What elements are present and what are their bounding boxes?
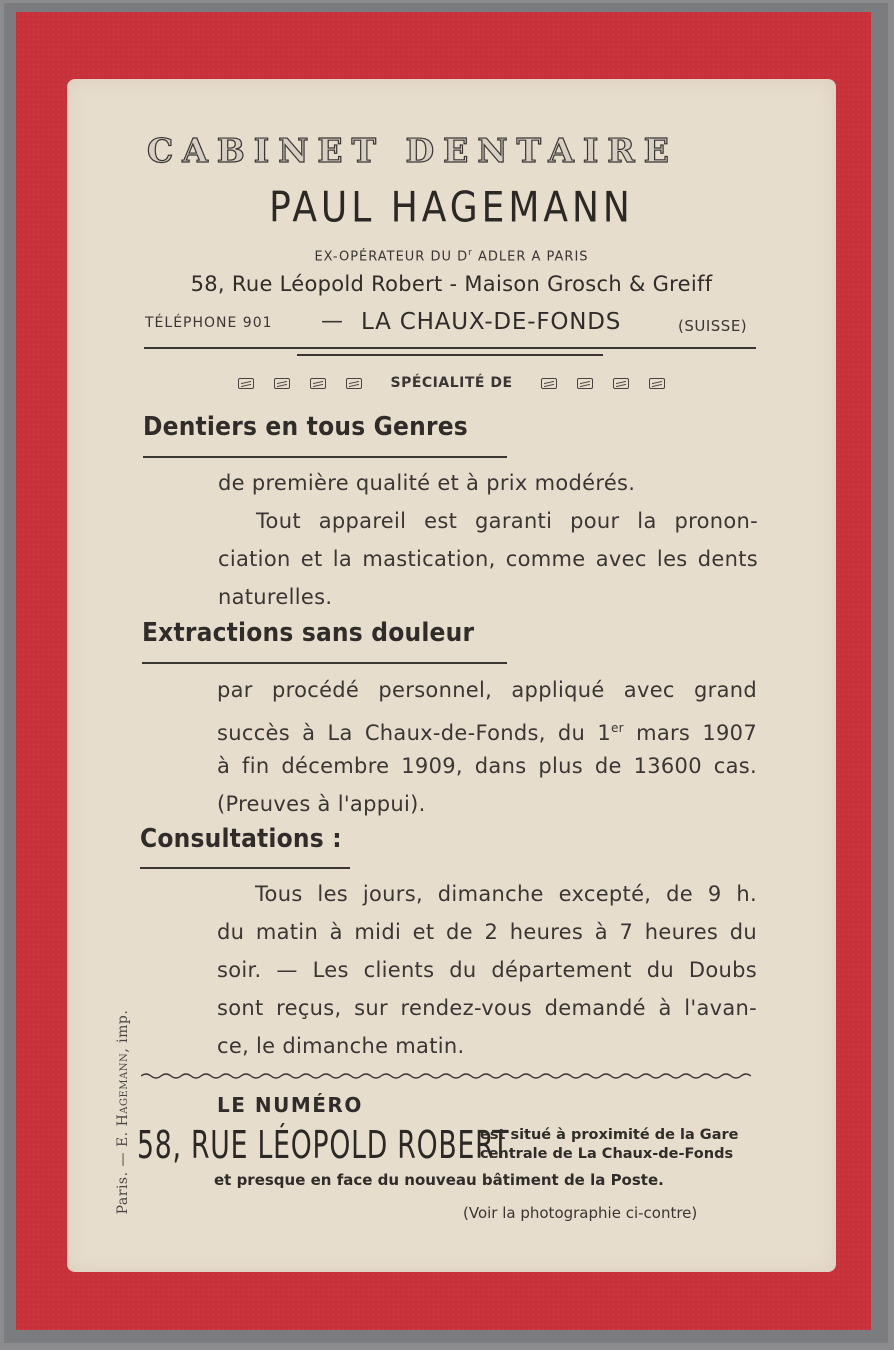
printer-name: Hagemann bbox=[115, 1052, 131, 1127]
section-body-extractions bbox=[217, 671, 757, 823]
ex-operateur-prefix: EX-OPÉRATEUR DU D bbox=[314, 249, 469, 265]
header-rule-top bbox=[144, 347, 756, 349]
printer-suffix: , imp. bbox=[115, 1009, 131, 1053]
address-line: 58, Rue Léopold Robert - Maison Grosch & Greiff bbox=[190, 272, 713, 296]
country: (SUISSE) bbox=[678, 317, 748, 335]
body-line: de première qualité et à prix modérés. bbox=[218, 471, 636, 495]
body-line: à fin décembre 1909, dans plus de 13600 cas. bbox=[217, 754, 757, 778]
ornament-group-right bbox=[531, 375, 675, 391]
fret-square-icon bbox=[238, 378, 254, 389]
fret-square-icon bbox=[613, 378, 629, 389]
fret-square-icon bbox=[649, 378, 665, 389]
telephone: TÉLÉPHONE 901 bbox=[145, 315, 273, 331]
specialite-label: SPÉCIALITÉ DE bbox=[390, 375, 513, 391]
ex-operateur-line bbox=[67, 248, 836, 264]
location-note-line1: est situé à proximité de la Gare bbox=[480, 1127, 739, 1143]
separator-dash: — bbox=[321, 309, 343, 334]
fret-square-icon bbox=[577, 378, 593, 389]
section-heading-consultations: Consultations : bbox=[140, 824, 342, 854]
le-numero-label: LE NUMÉRO bbox=[217, 1093, 363, 1117]
section-body-consultations bbox=[217, 875, 757, 1065]
body-line: soir. — Les clients du département du Doubs bbox=[217, 958, 757, 982]
dentist-name: PAUL HAGEMANN bbox=[269, 183, 634, 233]
printer-prefix: Paris. — E. bbox=[115, 1126, 131, 1215]
ex-operateur-suffix: ADLER A PARIS bbox=[472, 249, 589, 265]
specialite-line bbox=[67, 375, 836, 391]
body-line: succès à La Chaux-de-Fonds, du 1er mars 1907 bbox=[217, 721, 757, 745]
section-underline bbox=[143, 456, 507, 458]
ornament-group-left bbox=[228, 375, 372, 391]
section-underline bbox=[142, 662, 507, 664]
fret-square-icon bbox=[274, 378, 290, 389]
fret-square-icon bbox=[541, 378, 557, 389]
ex-operateur-sup: r bbox=[468, 248, 473, 258]
body-line: sont reçus, sur rendez-vous demandé à l'avan- bbox=[217, 996, 757, 1020]
location-note-line3: et presque en face du nouveau bâtiment de la Poste. bbox=[214, 1171, 664, 1189]
body-line: du matin à midi et de 2 heures à 7 heures du bbox=[217, 920, 757, 944]
fret-square-icon bbox=[310, 378, 326, 389]
section-underline bbox=[140, 867, 350, 869]
printer-credit bbox=[115, 982, 131, 1242]
photo-reference: (Voir la photographie ci-contre) bbox=[463, 1204, 698, 1222]
fret-square-icon bbox=[346, 378, 362, 389]
body-line: ce, le dimanche matin. bbox=[217, 1034, 465, 1058]
card-title: CABINET DENTAIRE bbox=[147, 131, 678, 170]
body-line: naturelles. bbox=[218, 585, 333, 609]
body-line: Tous les jours, dimanche excepté, de 9 h. bbox=[255, 882, 757, 906]
body-line: (Preuves à l'appui). bbox=[217, 792, 426, 816]
section-heading-dentiers: Dentiers en tous Genres bbox=[143, 412, 468, 442]
city: LA CHAUX-DE-FONDS bbox=[361, 309, 622, 335]
business-card bbox=[67, 79, 836, 1272]
body-line: par procédé personnel, appliqué avec grand bbox=[217, 678, 757, 702]
section-heading-extractions: Extractions sans douleur bbox=[142, 618, 475, 648]
header-rule-bottom bbox=[297, 354, 603, 356]
body-line: Tout appareil est garanti pour la pronon- bbox=[256, 509, 758, 533]
street-address-large: 58, RUE LÉOPOLD ROBERT bbox=[137, 1123, 510, 1167]
location-note-line2: centrale de La Chaux-de-Fonds bbox=[480, 1146, 734, 1162]
section-body-dentiers bbox=[218, 464, 758, 616]
wavy-divider bbox=[141, 1069, 751, 1083]
body-line: ciation et la mastication, comme avec les dents bbox=[218, 547, 758, 571]
